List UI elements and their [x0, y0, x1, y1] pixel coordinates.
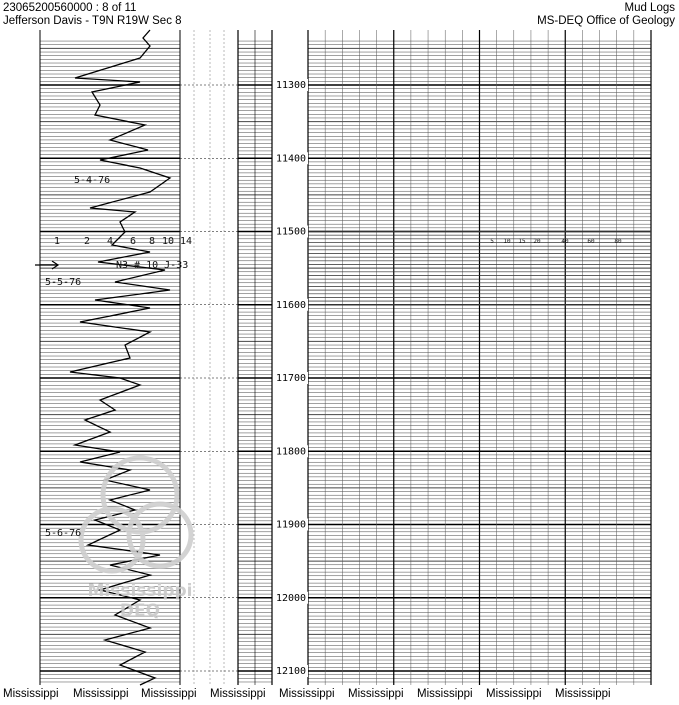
footer-item: Mississippi [486, 688, 542, 700]
right-scale-label: 10 [503, 238, 511, 245]
depth-label: 11300 [275, 80, 307, 91]
depth-label: 12000 [275, 592, 307, 604]
gas-scale-labels [54, 236, 192, 247]
gas-scale-label: 4 [106, 236, 114, 247]
log-type: Mud Logs [624, 2, 675, 14]
right-scale-label: 20 [533, 238, 541, 245]
well-location: Jefferson Davis - T9N R19W Sec 8 [3, 15, 182, 27]
watermark-line2: DEQ [119, 601, 161, 621]
depth-label: 11800 [275, 446, 307, 458]
agency-name: MS-DEQ Office of Geology [537, 15, 675, 27]
depth-label: 11700 [275, 373, 307, 384]
gas-scale-label: 14 [179, 236, 193, 247]
date-annotation-3: 5-6-76 [45, 528, 82, 539]
date-annotation-1: 5-4-76 [74, 175, 111, 186]
depth-label: 11400 [275, 153, 307, 165]
footer-item: Mississippi [279, 688, 335, 700]
footer-item: Mississippi [555, 688, 611, 700]
depth-labels [274, 79, 308, 677]
gas-scale-label: 8 [148, 236, 156, 247]
depth-label: 11600 [275, 299, 307, 311]
gas-scale-label: 6 [129, 236, 137, 247]
footer-item: Mississippi [141, 688, 197, 700]
footer-item: Mississippi [210, 688, 266, 700]
footer-item: Mississippi [417, 688, 473, 700]
depth-label: 11900 [275, 519, 307, 531]
right-scale-label: 5 [490, 238, 494, 245]
right-scale-label: 40 [561, 238, 569, 245]
bit-note: N3 # 10 J-33 [116, 260, 189, 271]
right-scale-label: 15 [518, 238, 526, 245]
well-id-page: 23065200560000 : 8 of 11 [3, 2, 137, 14]
right-scale-label: 80 [614, 238, 622, 245]
date-annotation-2: 5-5-76 [45, 277, 82, 288]
msdeq-watermark-logo [81, 458, 193, 621]
gas-scale-label: 1 [53, 236, 61, 247]
gas-scale-label: 10 [161, 236, 175, 247]
watermark-line1: Mississippi [87, 581, 193, 601]
gas-scale-label: 2 [83, 236, 91, 247]
footer-item: Mississippi [3, 688, 59, 700]
footer-item: Mississippi [73, 688, 129, 700]
depth-label: 11500 [275, 226, 307, 238]
depth-label: 12100 [275, 666, 307, 677]
footer-item: Mississippi [348, 688, 404, 700]
right-scale-label: 60 [587, 238, 595, 245]
